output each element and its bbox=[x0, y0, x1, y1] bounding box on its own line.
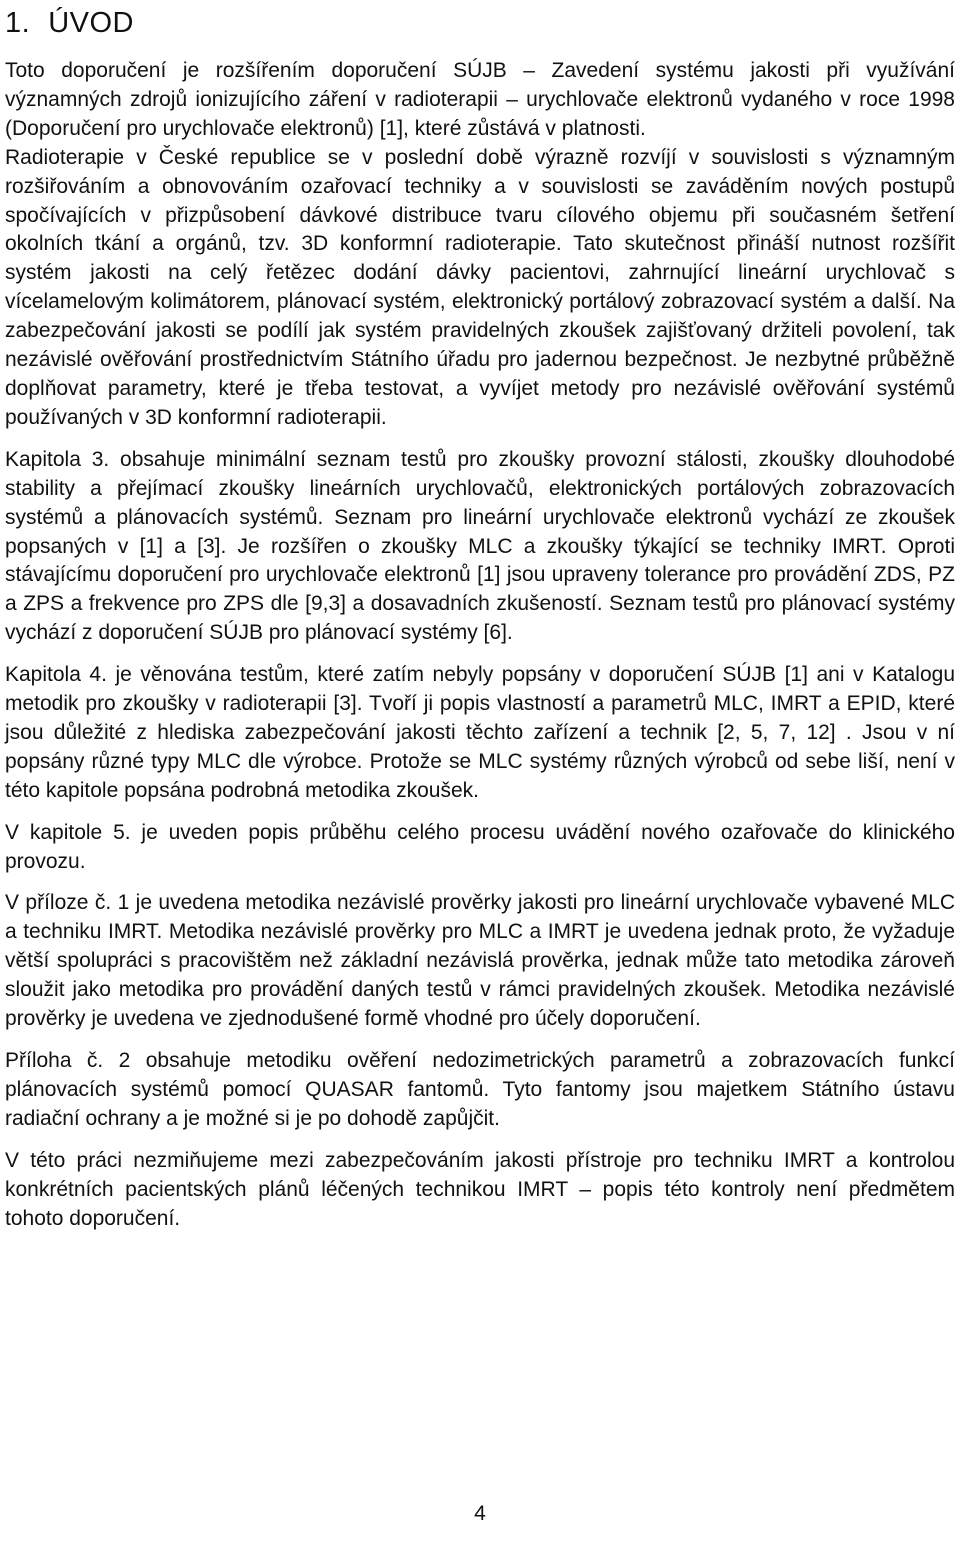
section-title: ÚVOD bbox=[48, 7, 134, 39]
section-heading bbox=[5, 0, 955, 42]
paragraph-appendix-2: Příloha č. 2 obsahuje metodiku ověření nedozimetrických parametrů a zobrazovacích funkcí plánovacích systémů pomocí QUASAR fantomů. Tyto fantomy jsou majetkem Státního ústavu radiační ochrany a je možné si je po dohodě zapůjčit. bbox=[5, 1049, 955, 1130]
document-page bbox=[5, 0, 955, 1545]
paragraph-imrt-note: V této práci nezmiňujeme mezi zabezpečováním jakosti přístroje pro techniku IMRT a kontrolou konkrétních pacientských plánů léčených technikou IMRT – popis této kontroly není předmětem tohoto doporučení. bbox=[5, 1148, 955, 1230]
paragraph-intro: Toto doporučení je rozšířením doporučení SÚJB – Zavedení systému jakosti při využívání významných zdrojů ionizujícího záření v radioterapii – urychlovače elektronů vydaného v roce 1998 (Doporučení pro urychlovače elektronů) [1], které zůstává v platnosti. bbox=[5, 59, 955, 140]
paragraph-radiotherapy: Radioterapie v České republice se v poslední době výrazně rozvíjí v souvislosti s významným rozšiřováním a obnovováním ozařovací techniky a v souvislosti se zaváděním nových postupů spočívajících v přizpůsobení dávkové distribuce tvaru cílového objemu při současném šetření okolních tkání a orgánů, tzv. 3D konformní radioterapie. Tato skutečnost přináší nutnost rozšířit systém jakosti na celý řetězec dodání dávky pacientovi, zahrnující lineární urychlovač s vícelamelovým kolimátorem, plánovací systém, elektronický portálový zobrazovací systém a další. Na zabezpečování jakosti se podílí jak systém pravidelných zkoušek zajišťovaný držiteli povolení, tak nezávislé ověřování prostřednictvím Státního úřadu pro jadernou bezpečnost. Je nezbytné průběžně doplňovat parametry, které je třeba testovat, a vyvíjet metody pro nezávislé ověřování systémů používaných v 3D konformní radioterapii. bbox=[5, 145, 955, 429]
page-number: 4 bbox=[474, 1502, 486, 1525]
paragraph-chapter-3: Kapitola 3. obsahuje minimální seznam testů pro zkoušky provozní stálosti, zkoušky dlouhodobé stability a přejímací zkoušky lineárních urychlovačů, elektronických portálových zobrazovacích systémů a plánovacích systémů. Seznam pro lineární urychlovače elektronů vychází ze zkoušek popsaných v [1] a [3]. Je rozšířen o zkoušky MLC a zkoušky týkající se techniky IMRT. Oproti stávajícímu doporučení pro urychlovače elektronů [1] jsou upraveny tolerance pro provádění ZDS, PZ a ZPS a frekvence pro ZPS dle [9,3] a dosavadních zkušeností. Seznam testů pro plánovací systémy vychází z doporučení SÚJB pro plánovací systémy [6]. bbox=[5, 447, 955, 645]
section-number: 1. bbox=[5, 7, 31, 39]
paragraph-appendix-1: V příloze č. 1 je uvedena metodika nezávislé prověrky jakosti pro lineární urychlovače vybavené MLC a techniku IMRT. Metodika nezávislé prověrky pro MLC a IMRT je uvedena jednak proto, že vyžaduje větší spolupráci s pracovištěm než základní nezávislá prověrka, jednak může tato metodika zároveň sloužit jako metodika pro provádění daných testů v rámci pravidelných zkoušek. Metodika nezávislé prověrky je uvedena ve zjednodušené formě vhodné pro účely doporučení. bbox=[5, 891, 955, 1031]
paragraph-chapter-5: V kapitole 5. je uveden popis průběhu celého procesu uvádění nového ozařovače do klinického provozu. bbox=[5, 820, 955, 873]
paragraph-chapter-4: Kapitola 4. je věnována testům, které zatím nebyly popsány v doporučení SÚJB [1] ani v Katalogu metodik pro zkoušky v radioterapii [3]. Tvoří ji popis vlastností a parametrů MLC, IMRT a EPID, které jsou důležité z hlediska zabezpečování jakosti těchto zařízení a technik [2, 5, 7, 12] . Jsou v ní popsány různé typy MLC dle výrobce. Protože se MLC systémy různých výrobců od sebe liší, není v této kapitole popsána podrobná metodika zkoušek. bbox=[5, 663, 955, 802]
